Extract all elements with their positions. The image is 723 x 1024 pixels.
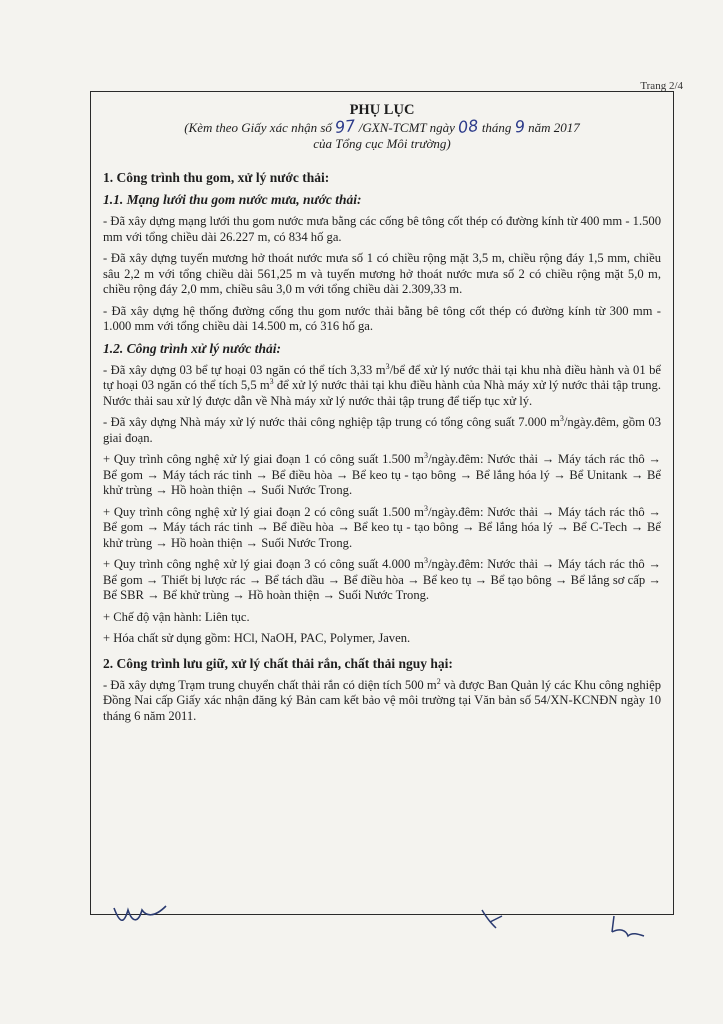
initial-signature-middle — [478, 906, 508, 930]
paragraph: + Quy trình công nghệ xử lý giai đoạn 3 có công suất 4.000 $m^3/ngày.đêm$: Nước thải → Máy tách rác thô → Bể gom → Thiết bị lược rác → Bể tách dầu → Bể điều hòa → Bể keo tụ → Bể tạo bông → Bể lắng sơ cấp → Bể SBR → Bể khử trùng → Hồ hoàn thiện → Suối Nước Trong. — [103, 555, 661, 602]
paragraph: + Hóa chất sử dụng gồm: HCl, NaOH, PAC, Polymer, Javen. — [103, 631, 411, 645]
subtitle-part: năm 2017 — [528, 120, 580, 135]
paragraph: - Đã xây dựng tuyến mương hở thoát nước mưa số 1 có chiều rộng mặt 3,5 m, chiều rộng đáy 1,5 mm, chiều sâu 2,2 m với tổng chiều dài 561,25 m và tuyến mương hở thoát nước mưa số 2 có chiều rộng mặt 5,0 m, chiều rộng đáy 2,0 mm, chiều sâu 3,0 m với tổng chiều dài 2.309,33 m. — [103, 251, 661, 296]
paragraph: + Quy trình công nghệ xử lý giai đoạn 2 có công suất 1.500 $m^3/ngày.đêm$: Nước thải → Máy tách rác thô → Bể gom → Máy tách rác tinh → Bể điều hòa → Bể keo tụ - tạo bông → Bể lắng hóa lý → Bể C-Tech → Bể khử trùng → Hồ hoàn thiện → Suối Nước Trong. — [103, 503, 661, 550]
handwritten-doc-number: 97 — [334, 115, 357, 138]
initial-signature-right — [606, 912, 646, 940]
initial-signature-left — [110, 902, 170, 928]
paragraph: - Đã xây dựng hệ thống đường cống thu gom nước thải bằng bê tông cốt thép có đường kính từ 300 mm - 1.000 mm với tổng chiều dài 14.500 m, có 316 hố ga. — [103, 303, 661, 333]
document-frame — [90, 91, 674, 915]
paragraph: - Đã xây dựng Trạm trung chuyển chất thải rắn có diện tích 500 $m^2$ và được Ban Quản lý các Khu công nghiệp Đồng Nai cấp Giấy xác nhận đăng ký Bản cam kết bảo vệ môi trường tại Văn bản số 54/XN-KCNĐN ngày 10 tháng 6 năm 2011. — [103, 676, 662, 723]
page-number: Trang 2/4 — [640, 80, 683, 92]
handwritten-month: 9 — [513, 116, 526, 137]
appendix-subtitle — [103, 115, 661, 152]
subtitle-line2: của Tổng cục Môi trường) — [313, 136, 451, 151]
section12-heading: 1.2. Công trình xử lý nước thải: — [103, 340, 281, 356]
subtitle-part: tháng — [481, 120, 512, 135]
subtitle-part: /GXN-TCMT ngày — [358, 120, 455, 135]
section2-heading: 2. Công trình lưu giữ, xử lý chất thải rắn, chất thải nguy hại: — [103, 655, 453, 671]
handwritten-day: 08 — [457, 115, 480, 138]
paragraph: - Đã xây dựng mạng lưới thu gom nước mưa bằng các cống bê tông cốt thép có đường kính từ 400 mm - 1.500 mm với tổng chiều dài 26.227 m, có 834 hố ga. — [103, 214, 661, 244]
paragraph: - Đã xây dựng Nhà máy xử lý nước thải công nghiệp tập trung có tổng công suất 7.000 $m^3/ngày.đêm$, gồm 03 giai đoạn. — [103, 413, 662, 445]
paragraph: + Chế độ vận hành: Liên tục. — [103, 609, 250, 624]
subtitle-part: (Kèm theo Giấy xác nhận số — [184, 120, 332, 135]
paragraph: - Đã xây dựng 03 bể tự hoại 03 ngăn có thể tích 3,33 $m^3/bể$ để xử lý nước thải tại khu nhà điều hành và 01 bể tự hoại 03 ngăn có thể tích 5,5 $m^3$ để xử lý nước thải tại khu điều hành của Nhà máy xử lý nước thải tập trung. Nước thải sau xử lý được dẫn về Nhà máy xử lý nước thải tập trung để tiếp tục xử lý. — [103, 361, 661, 408]
section11-heading: 1.1. Mạng lưới thu gom nước mưa, nước thải: — [103, 192, 362, 207]
section1-heading: 1. Công trình thu gom, xử lý nước thải: — [103, 170, 330, 185]
appendix-title: PHỤ LỤC — [349, 102, 415, 118]
paragraph: + Quy trình công nghệ xử lý giai đoạn 1 có công suất 1.500 $m^3/ngày.đêm$: Nước thải → Máy tách rác thô → Bể gom → Máy tách rác tinh → Bể điều hòa → Bể keo tụ - tạo bông → Bể lắng hóa lý → Bể Unitank → Bể khử trùng → Hồ hoàn thiện → Suối Nước Trong. — [103, 450, 661, 497]
